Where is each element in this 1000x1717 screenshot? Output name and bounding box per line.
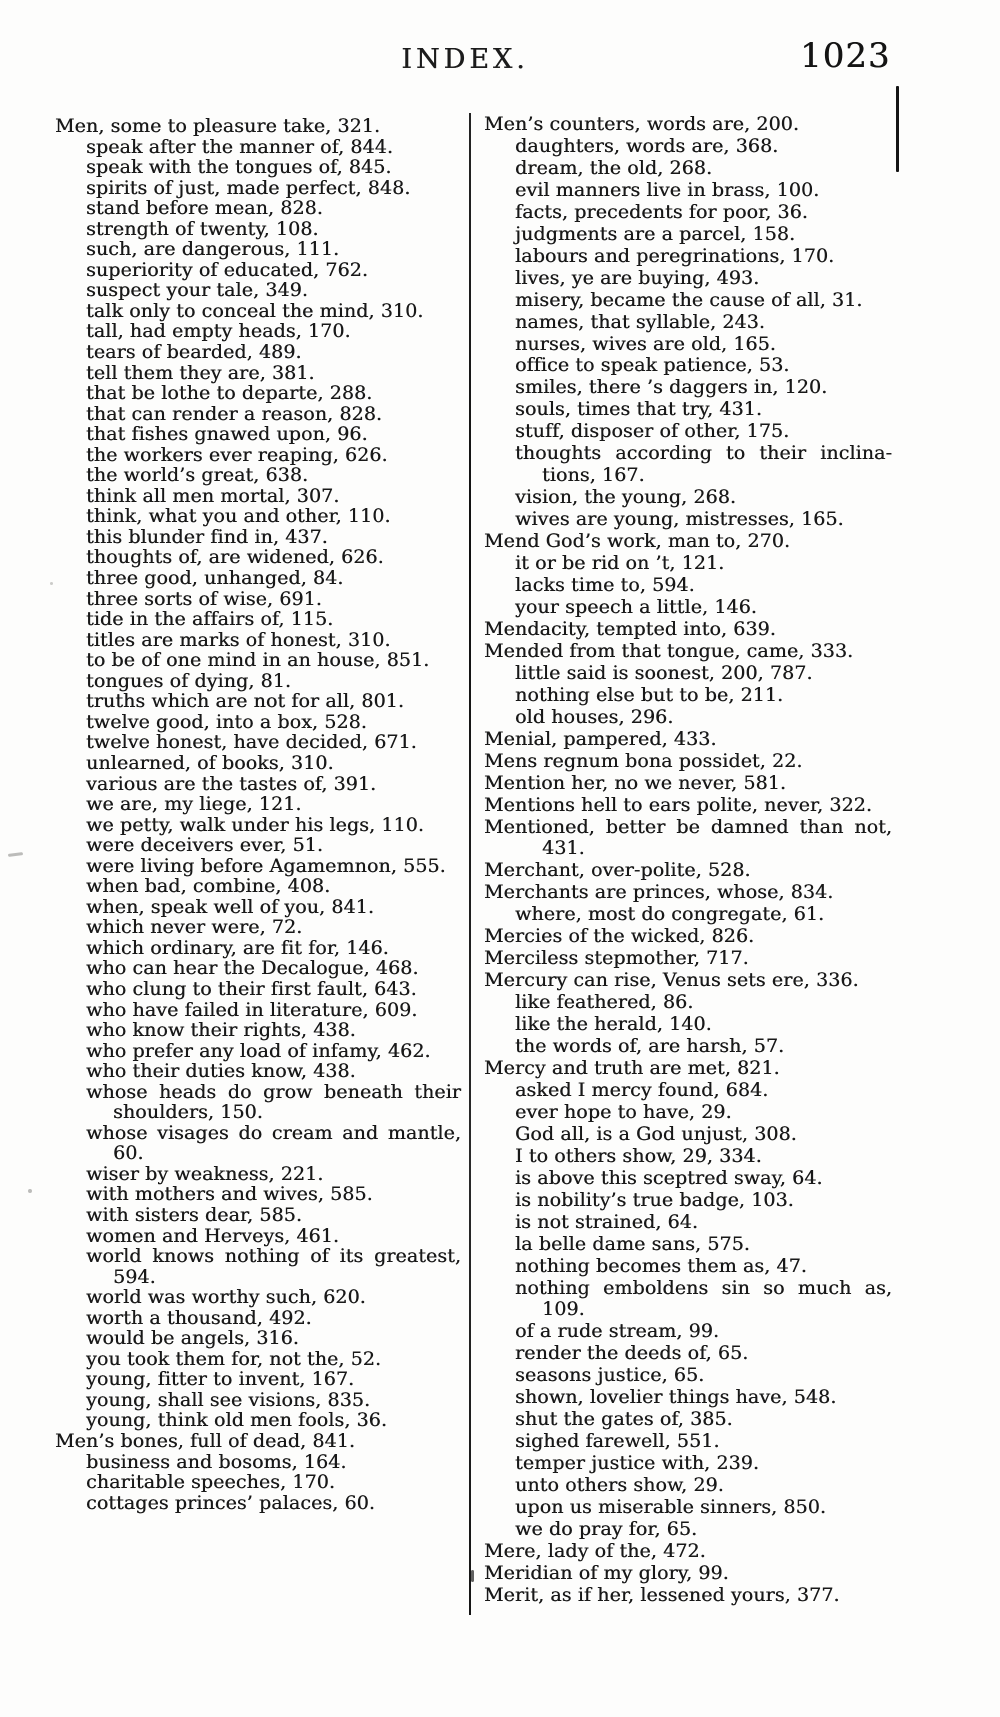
page-number: 1023 — [800, 36, 891, 76]
index-entry-line: Men, some to pleasure take, 321. — [55, 115, 381, 137]
index-entry-line: we are, my liege, 121. — [86, 793, 302, 816]
index-entry-line: business and bosoms, 164. — [86, 1450, 347, 1473]
index-entry-line: old houses, 296. — [515, 705, 674, 728]
index-entry-line: titles are marks of honest, 310. — [86, 628, 391, 651]
index-entry-line: like feathered, 86. — [515, 991, 694, 1014]
index-entry-line: twelve good, into a box, 528. — [86, 710, 367, 733]
index-entry-line: strength of twenty, 108. — [86, 217, 319, 240]
index-entry-line: thoughts of, are widened, 626. — [86, 546, 384, 569]
index-entry-line: which never were, 72. — [86, 916, 303, 939]
index-entry-line: cottages princes’ palaces, 60. — [86, 1491, 375, 1514]
index-entry-line: women and Herveys, 461. — [86, 1224, 340, 1247]
index-entry-line: like the herald, 140. — [515, 1013, 712, 1036]
index-entry-line: Meridian of my glory, 99. — [484, 1561, 729, 1584]
index-entry-line: judgments are a parcel, 158. — [515, 222, 796, 245]
index-entry-line: souls, times that try, 431. — [515, 398, 762, 421]
index-entry-line: tall, had empty heads, 170. — [86, 320, 351, 343]
index-entry-line: tell them they are, 381. — [86, 361, 315, 384]
index-entry-line: temper justice with, 239. — [515, 1452, 760, 1475]
index-entry-line: it or be rid on ’t, 121. — [515, 552, 725, 575]
index-entry-line: the words of, are harsh, 57. — [515, 1035, 785, 1058]
index-entry-line: Mentions hell to ears polite, never, 322. — [484, 793, 872, 816]
index-entry-line: various are the tastes of, 391. — [86, 772, 377, 795]
index-entry-line: who clung to their first fault, 643. — [86, 977, 417, 1000]
index-entry-line: who have failed in literature, 609. — [86, 998, 418, 1021]
index-entry-line: nothing becomes them as, 47. — [515, 1254, 807, 1277]
index-entry-line: upon us miserable sinners, 850. — [515, 1496, 827, 1519]
index-column-right — [484, 114, 892, 1607]
index-entry-line: seasons justice, 65. — [515, 1364, 705, 1387]
index-entry-line: 60. — [113, 1142, 144, 1165]
index-entry-line: is above this sceptred sway, 64. — [515, 1166, 823, 1189]
index-entry-line: ever hope to have, 29. — [515, 1100, 732, 1123]
index-entry-line: three good, unhanged, 84. — [86, 567, 344, 590]
index-entry-line: you took them for, not the, 52. — [86, 1347, 382, 1370]
index-entry-line: this blunder find in, 437. — [86, 525, 328, 548]
index-entry-line: misery, became the cause of all, 31. — [515, 288, 863, 311]
index-entry-line: labours and peregrinations, 170. — [515, 244, 835, 267]
index-entry-line: Mentioned, better be damned than not, — [484, 815, 892, 838]
page-title: INDEX. — [401, 44, 529, 75]
index-entry-line: that fishes gnawed upon, 96. — [86, 423, 368, 446]
index-entry-line: we do pray for, 65. — [515, 1518, 698, 1540]
index-entry-line: speak with the tongues of, 845. — [86, 156, 392, 179]
index-entry-line: Mend God’s work, man to, 270. — [484, 530, 791, 553]
index-entry-line: with sisters dear, 585. — [86, 1203, 302, 1226]
index-entry-line: where, most do congregate, 61. — [515, 903, 825, 926]
index-entry-line: stand before mean, 828. — [86, 197, 323, 220]
index-entry-line: tide in the affairs of, 115. — [86, 608, 334, 631]
index-entry-line: Mercies of the wicked, 826. — [484, 925, 755, 948]
index-entry-line: Mercury can rise, Venus sets ere, 336. — [484, 969, 859, 992]
index-entry-line: shown, lovelier things have, 548. — [515, 1386, 837, 1409]
index-entry-line: Merchants are princes, whose, 834. — [484, 881, 834, 904]
index-entry-line: we petty, walk under his legs, 110. — [86, 813, 424, 836]
index-entry-line: that can render a reason, 828. — [86, 402, 383, 425]
index-entry-line: evil manners live in brass, 100. — [515, 178, 820, 201]
index-entry-line: Mendacity, tempted into, 639. — [484, 617, 776, 640]
index-entry-line: nothing emboldens sin so much as, — [515, 1276, 892, 1299]
index-entry-line: which ordinary, are fit for, 146. — [86, 936, 389, 959]
index-entry-line: facts, precedents for poor, 36. — [515, 200, 808, 223]
index-entry-line: think, what you and other, 110. — [86, 505, 391, 528]
index-column-left — [55, 116, 461, 1513]
index-entry-line: Men’s counters, words are, 200. — [484, 113, 799, 135]
index-entry-line: wiser by weakness, 221. — [86, 1162, 324, 1185]
index-entry-line: talk only to conceal the mind, 310. — [86, 299, 424, 322]
index-entry-line: names, that syllable, 243. — [515, 310, 765, 333]
index-entry-line: nurses, wives are old, 165. — [515, 332, 776, 355]
index-entry-line: world knows nothing of its greatest, — [86, 1245, 461, 1268]
index-entry-line: shut the gates of, 385. — [515, 1408, 733, 1431]
index-entry-line: Mended from that tongue, came, 333. — [484, 639, 854, 662]
column-divider-rule — [469, 113, 471, 1615]
index-entry-line: young, think old men fools, 36. — [86, 1409, 388, 1432]
index-entry-line: charitable speeches, 170. — [86, 1471, 336, 1494]
index-entry-line: vision, the young, 268. — [515, 486, 737, 509]
index-entry-line: God all, is a God unjust, 308. — [515, 1122, 797, 1145]
index-entry-line: were living before Agamemnon, 555. — [86, 854, 446, 877]
index-entry-line: office to speak patience, 53. — [515, 354, 790, 377]
index-entry-line: tongues of dying, 81. — [86, 669, 292, 692]
index-entry-line: the world’s great, 638. — [86, 464, 309, 487]
index-entry-line: Mere, lady of the, 472. — [484, 1539, 706, 1562]
scan-artifact — [8, 852, 23, 857]
index-entry-line: I to others show, 29, 334. — [515, 1144, 762, 1167]
scan-artifact — [471, 1570, 474, 1582]
index-entry-line: Menial, pampered, 433. — [484, 727, 717, 750]
index-entry-line: sighed farewell, 551. — [515, 1430, 720, 1453]
scan-artifact — [28, 1189, 32, 1193]
index-entry-line: when, speak well of you, 841. — [86, 895, 375, 918]
index-entry-line: your speech a little, 146. — [515, 595, 757, 618]
index-entry-line: tears of bearded, 489. — [86, 341, 302, 364]
index-entry-line: truths which are not for all, 801. — [86, 690, 405, 713]
scan-artifact — [50, 582, 53, 585]
index-entry-line: the workers ever reaping, 626. — [86, 443, 388, 466]
index-entry-line: 431. — [542, 837, 585, 860]
index-entry-line: smiles, there ’s daggers in, 120. — [515, 376, 828, 399]
index-entry-line: suspect your tale, 349. — [86, 279, 308, 302]
index-entry-line: such, are dangerous, 111. — [86, 238, 340, 261]
index-entry-line: little said is soonest, 200, 787. — [515, 661, 813, 684]
index-entry-line: whose heads do grow beneath their — [86, 1080, 461, 1103]
index-entry-line: thoughts according to their inclina- — [515, 442, 892, 465]
index-entry-line: young, fitter to invent, 167. — [86, 1368, 355, 1391]
index-entry-line: lacks time to, 594. — [515, 574, 695, 597]
index-entry-line: were deceivers ever, 51. — [86, 834, 324, 857]
index-entry-line: would be angels, 316. — [86, 1327, 299, 1350]
index-entry-line: Mention her, no we never, 581. — [484, 771, 787, 794]
index-entry-line: Merciless stepmother, 717. — [484, 947, 749, 970]
index-entry-line: Mens regnum bona possidet, 22. — [484, 749, 803, 772]
index-entry-line: tions, 167. — [542, 464, 645, 487]
index-entry-line: who know their rights, 438. — [86, 1019, 356, 1042]
index-entry-line: Merchant, over-polite, 528. — [484, 859, 751, 882]
index-entry-line: three sorts of wise, 691. — [86, 587, 322, 610]
index-entry-line: lives, ye are buying, 493. — [515, 266, 760, 289]
index-entry-line: when bad, combine, 408. — [86, 875, 331, 898]
scan-artifact — [896, 86, 899, 172]
index-entry-line: asked I mercy found, 684. — [515, 1078, 769, 1101]
index-entry-line: shoulders, 150. — [113, 1101, 263, 1124]
index-entry-line: stuff, disposer of other, 175. — [515, 420, 790, 443]
index-entry-line: think all men mortal, 307. — [86, 484, 340, 507]
index-entry-line: who can hear the Decalogue, 468. — [86, 957, 419, 980]
index-entry-line: of a rude stream, 99. — [515, 1320, 720, 1343]
index-entry-line: to be of one mind in an house, 851. — [86, 649, 430, 672]
index-entry-line: dream, the old, 268. — [515, 156, 713, 179]
index-entry-line: daughters, words are, 368. — [515, 134, 779, 157]
index-entry-line: unlearned, of books, 310. — [86, 751, 334, 774]
index-entry-line: nothing else but to be, 211. — [515, 683, 784, 706]
index-entry-line: young, shall see visions, 835. — [86, 1388, 371, 1411]
index-entry-line: is not strained, 64. — [515, 1210, 699, 1233]
index-entry-line: 594. — [113, 1265, 156, 1288]
index-entry-line: who prefer any load of infamy, 462. — [86, 1039, 431, 1062]
index-entry-line: wives are young, mistresses, 165. — [515, 508, 844, 531]
index-entry-line: world was worthy such, 620. — [86, 1286, 366, 1309]
index-entry-line: Men’s bones, full of dead, 841. — [55, 1430, 356, 1452]
index-entry-line: Merit, as if her, lessened yours, 377. — [484, 1583, 840, 1606]
index-entry-line: Mercy and truth are met, 821. — [484, 1056, 780, 1079]
index-entry-line: spirits of just, made perfect, 848. — [86, 176, 411, 199]
index-entry-line: la belle dame sans, 575. — [515, 1232, 750, 1255]
index-entry-line: is nobility’s true badge, 103. — [515, 1188, 794, 1211]
index-entry-line: whose visages do cream and mantle, — [86, 1121, 461, 1144]
index-entry-line: 109. — [542, 1298, 585, 1321]
index-entry-line: speak after the manner of, 844. — [86, 135, 394, 158]
index-entry-line: unto others show, 29. — [515, 1474, 724, 1497]
index-entry-line: twelve honest, have decided, 671. — [86, 731, 417, 754]
index-entry-line: with mothers and wives, 585. — [86, 1183, 373, 1206]
index-entry-line: superiority of educated, 762. — [86, 258, 369, 281]
index-entry-line: who their duties know, 438. — [86, 1060, 356, 1083]
index-entry-line: worth a thousand, 492. — [86, 1306, 312, 1329]
index-entry-line: render the deeds of, 65. — [515, 1342, 749, 1365]
index-entry-line: that be lothe to departe, 288. — [86, 382, 373, 405]
